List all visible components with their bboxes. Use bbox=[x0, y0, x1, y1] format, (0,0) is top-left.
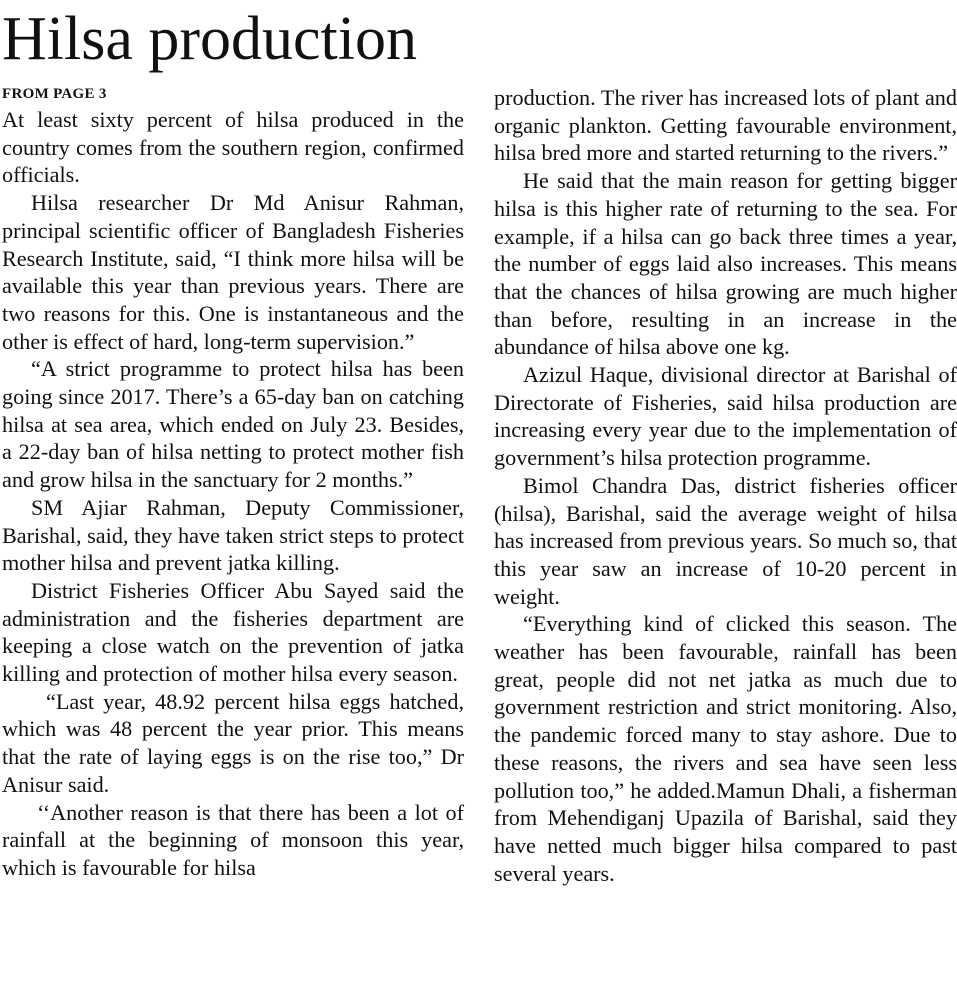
paragraph: SM Ajiar Rahman, Deputy Commissioner, Barishal, said, they have taken strict steps to protect mother hilsa and prevent jatka killing. bbox=[2, 494, 464, 576]
paragraph: Hilsa researcher Dr Md Anisur Rahman, principal scientific officer of Bangladesh Fisheries Research Institute, said, “I think more hilsa will be available this year than previous years. There are two reasons for this. One is instantaneous and the other is effect of hard, long-term supervision.” bbox=[2, 190, 464, 354]
continuation-label: FROM PAGE 3 bbox=[2, 86, 107, 102]
paragraph: Bimol Chandra Das, district fisheries officer (hilsa), Barishal, said the average weight of hilsa has increased from previous years. So much so, that this year saw an increase of 10-20 percent in weight. bbox=[494, 472, 957, 609]
paragraph: production. The river has increased lots of plant and organic plankton. Getting favourable environment, hilsa bred more and started returning to the rivers.” bbox=[494, 85, 957, 166]
paragraph: “A strict programme to protect hilsa has been going since 2017. There’s a 65-day ban on catching hilsa at sea area, which ended on July 23. Besides, a 22-day ban of hilsa netting to protect mother fish and grow hilsa in the sanctuary for 2 months.” bbox=[2, 356, 464, 493]
paragraph: At least sixty percent of hilsa produced in the country comes from the southern region, confirmed officials. bbox=[2, 107, 464, 188]
paragraph: “Last year, 48.92 percent hilsa eggs hatched, which was 48 percent the year prior. This means that the rate of laying eggs is on the rise too,” Dr Anisur said. bbox=[2, 688, 464, 797]
article-column-2 bbox=[494, 84, 957, 887]
paragraph: “Everything kind of clicked this season. The weather has been favourable, rainfall has been great, people did not net jatka as much due to government restriction and strict monitoring. Also, the pandemic forced many to stay ashore. Due to these reasons, the rivers and sea have seen less pollution too,” he added.Mamun Dhali, a fisherman from Mehendiganj Upazila of Barishal, said they have netted much bigger hilsa compared to past several years. bbox=[494, 611, 957, 886]
paragraph: Azizul Haque, divisional director at Barishal of Directorate of Fisheries, said hilsa production are increasing every year due to the implementation of government’s hilsa protection programme. bbox=[494, 362, 957, 471]
article-column-1 bbox=[2, 106, 464, 882]
paragraph: District Fisheries Officer Abu Sayed said the administration and the fisheries department are keeping a close watch on the prevention of jatka killing and protection of mother hilsa every season. bbox=[2, 577, 464, 687]
paragraph: ‘‘Another reason is that there has been a lot of rainfall at the beginning of monsoon this year, which is favourable for hilsa bbox=[2, 799, 464, 880]
headline: Hilsa production bbox=[2, 5, 417, 73]
paragraph: He said that the main reason for getting bigger hilsa is this higher rate of returning to the sea. For example, if a hilsa can go back three times a year, the number of eggs laid also increases. This means that the chances of hilsa growing are much higher than before, resulting in an increase in the abundance of hilsa above one kg. bbox=[494, 168, 957, 360]
